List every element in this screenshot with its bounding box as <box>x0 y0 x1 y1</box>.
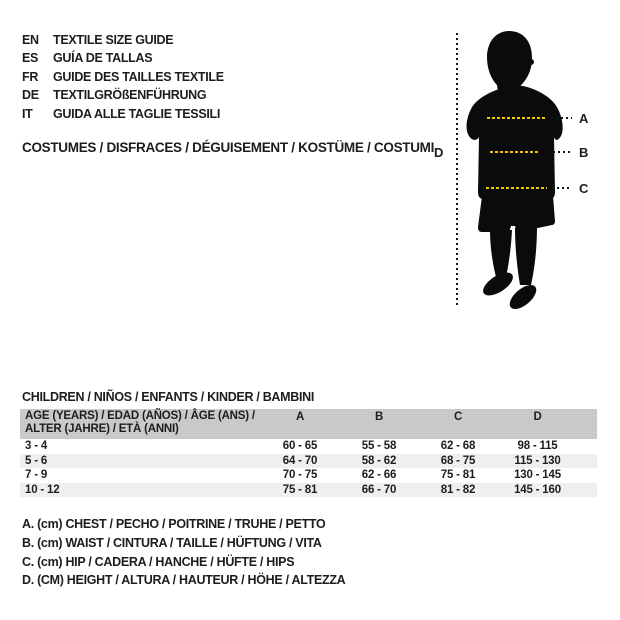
legend-hip: C. (cm) HIP / CADERA / HANCHE / HÜFTE / HIPS <box>22 554 295 569</box>
waist-measure-line <box>490 151 540 153</box>
language-code: DE <box>22 88 39 103</box>
age-cell: 3 - 4 <box>25 440 48 452</box>
dim-label-a: A <box>579 111 589 126</box>
language-label: TEXTILE SIZE GUIDE <box>53 33 174 47</box>
table-row <box>20 454 597 469</box>
height-cell: 145 - 160 <box>514 483 561 496</box>
height-cell: 98 - 115 <box>517 440 558 452</box>
row-spacer <box>577 483 597 498</box>
silhouette-shorts <box>478 196 555 232</box>
chest-cell: 70 - 75 <box>282 469 318 481</box>
language-label: GUIDA ALLE TAGLIE TESSILI <box>53 106 221 121</box>
age-column-header <box>20 410 260 435</box>
dim-label-b: B <box>579 145 589 160</box>
hip-cell: 81 - 82 <box>440 483 476 496</box>
language-code: IT <box>22 106 33 121</box>
age-cell: 7 - 9 <box>25 469 48 481</box>
chest-cell: 64 - 70 <box>282 454 318 467</box>
row-spacer <box>577 439 597 454</box>
age-header-line2: ALTER (JAHRE) / ETÀ (ANNI) <box>25 422 179 435</box>
chest-leader-line <box>551 117 572 119</box>
language-label: TEXTILGRÖßENFÜHRUNG <box>53 88 207 103</box>
measurement-legend <box>22 517 345 592</box>
silhouette-right-shoe <box>506 281 541 314</box>
legend-waist: B. (cm) WAIST / CINTURA / TAILLE / HÜFTUNG / VITA <box>22 535 322 550</box>
size-table <box>20 409 597 497</box>
language-row-en <box>22 33 224 51</box>
silhouette-right-leg <box>515 226 537 285</box>
table-row <box>20 468 597 483</box>
dim-label-d: D <box>434 145 444 160</box>
legend-chest: A. (cm) CHEST / PECHO / POITRINE / TRUHE / PETTO <box>22 517 326 531</box>
height-cell: 115 - 130 <box>514 454 561 467</box>
category-title: COSTUMES / DISFRACES / DÉGUISEMENT / KOSTÜME / COSTUMI <box>22 140 435 155</box>
silhouette-ear <box>528 59 534 65</box>
waist-cell: 66 - 70 <box>361 483 397 496</box>
table-header-row <box>20 409 597 439</box>
silhouette-left-leg <box>490 230 512 277</box>
language-label: GUIDE DES TAILLES TEXTILE <box>53 69 224 84</box>
silhouette-head <box>487 31 532 95</box>
silhouette-torso <box>467 85 563 199</box>
legend-height: D. (CM) HEIGHT / ALTURA / HAUTEUR / HÖHE / ALTEZZA <box>22 573 346 588</box>
language-row-it <box>22 107 224 125</box>
language-code: FR <box>22 69 39 84</box>
language-code: EN <box>22 33 39 47</box>
row-spacer <box>577 454 597 469</box>
column-header-c: C <box>453 411 463 423</box>
column-header-b: B <box>374 411 384 423</box>
chest-cell: 60 - 65 <box>282 440 318 452</box>
waist-cell: 55 - 58 <box>361 440 397 452</box>
height-cell: 130 - 145 <box>514 469 561 481</box>
age-cell: 10 - 12 <box>25 483 60 496</box>
hip-leader-line <box>552 187 572 189</box>
age-cell: 5 - 6 <box>25 454 48 467</box>
height-dotted-line <box>456 33 458 307</box>
language-row-fr <box>22 70 224 88</box>
dim-label-c: C <box>579 181 589 196</box>
language-list <box>22 33 224 125</box>
table-row <box>20 483 597 498</box>
hip-cell: 75 - 81 <box>440 469 476 481</box>
waist-cell: 62 - 66 <box>361 469 397 481</box>
chest-measure-line <box>487 117 546 119</box>
column-header-d: D <box>533 411 542 423</box>
child-silhouette <box>464 31 572 311</box>
waist-leader-line <box>548 151 572 153</box>
language-code: ES <box>22 51 39 66</box>
language-row-es <box>22 51 224 69</box>
language-label: GUÍA DE TALLAS <box>53 51 153 66</box>
waist-cell: 58 - 62 <box>361 454 397 467</box>
age-header-line1: AGE (YEARS) / EDAD (AÑOS) / ÂGE (ANS) / <box>25 410 255 422</box>
hip-measure-line <box>486 187 547 189</box>
table-row <box>20 439 597 454</box>
table-title: CHILDREN / NIÑOS / ENFANTS / KINDER / BAMBINI <box>22 390 315 404</box>
hip-cell: 68 - 75 <box>440 454 476 467</box>
hip-cell: 62 - 68 <box>440 440 476 452</box>
chest-cell: 75 - 81 <box>282 483 318 496</box>
row-spacer <box>577 468 597 483</box>
column-header-a: A <box>295 411 305 423</box>
language-row-de <box>22 88 224 106</box>
